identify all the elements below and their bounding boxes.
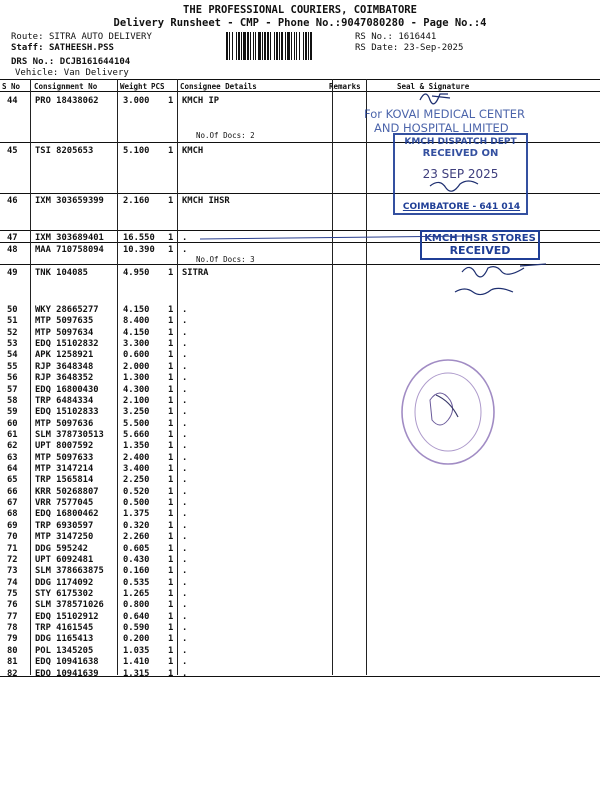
cell-cd: . [182,554,188,565]
cell-pcs: 1 [168,268,174,278]
cell-pcs: 1 [168,475,174,486]
company-name: THE PROFESSIONAL COURIERS, COIMBATORE [183,4,417,16]
runsheet-title: Delivery Runsheet - CMP - Phone No.:9047080280 - Page No.:4 [113,17,487,29]
cell-wt: 1.265 [123,589,150,599]
cell-sno: 58 [7,395,18,406]
cell-wt: 1.375 [123,509,150,520]
stamp-date: 23 SEP 2025 [422,167,499,181]
cell-cn: SLM 378571026 [35,600,104,611]
cell-cd: . [182,611,188,622]
cell-cn: TRP 6930597 [35,520,94,531]
cell-pcs: 1 [168,554,174,565]
cell-wt: 4.150 [123,327,150,338]
vehicle-label: Vehicle: [15,68,59,78]
cell-cd: . [182,600,188,611]
cell-wt: 4.300 [123,384,150,395]
cell-cd: . [182,577,188,588]
cell-cd: . [182,384,188,395]
cell-wt: 3.000 [123,96,150,106]
cell-sno: 62 [7,441,18,452]
cell-pcs: 1 [168,418,174,429]
cell-wt: 1.350 [123,441,150,452]
cell-pcs: 1 [168,146,174,156]
cell-sno: 66 [7,486,18,497]
cell-sno: 49 [7,268,18,278]
cell-pcs: 1 [168,498,174,509]
cell-sno: 67 [7,498,18,509]
cell-sno: 50 [7,305,18,315]
route-label: Route: [11,32,44,42]
stamp-dept: KMCH DISPATCH DEPT [404,137,517,147]
cell-cn: MTP 5097633 [35,452,94,463]
cell-pcs: 1 [168,384,174,395]
cell-cn: POL 1345205 [35,645,94,656]
cell-pcs: 1 [168,196,174,206]
cell-cd: . [182,475,188,486]
cell-wt: 0.430 [123,554,150,565]
cell-cd: . [182,520,188,531]
cell-sno: 76 [7,600,18,611]
staff-label: Staff: [11,43,44,53]
cell-pcs: 1 [168,233,174,243]
cell-cd: . [182,509,188,520]
cell-sno: 80 [7,645,18,656]
cell-wt: 0.600 [123,350,150,361]
col-header-consignment: Consignment No [34,82,98,91]
cell-wt: 8.400 [123,316,150,327]
cell-cn: RJP 3648352 [35,373,94,384]
cell-cd: . [182,418,188,429]
cell-wt: 10.390 [123,245,155,255]
cell-sno: 55 [7,361,18,372]
cell-pcs: 1 [168,245,174,255]
cell-sno: 52 [7,327,18,338]
cell-sno: 79 [7,634,18,645]
col-header-pcs: PCS [151,82,165,91]
stamp-ihsr-stores: KMCH IHSR STORES [424,233,536,244]
cell-sno: 82 [7,668,18,679]
cell-pcs: 1 [168,373,174,384]
cell-cn: DDG 595242 [35,543,88,554]
cell-pcs: 1 [168,339,174,350]
cell-cn: WKY 28665277 [35,305,99,315]
cell-cn: EDQ 16800430 [35,384,99,395]
cell-wt: 1.300 [123,373,150,384]
kovai-stamp-line2: AND HOSPITAL LIMITED [374,121,509,135]
cell-wt: 0.160 [123,566,150,577]
cell-wt: 0.320 [123,520,150,531]
cell-sno: 48 [7,245,18,255]
stamp-received-on: RECEIVED ON [422,148,499,159]
cell-wt: 2.100 [123,395,150,406]
cell-wt: 1.035 [123,645,150,656]
cell-cn: RJP 3648348 [35,361,94,372]
cell-sno: 72 [7,554,18,565]
cell-pcs: 1 [168,532,174,543]
cell-sno: 46 [7,196,18,206]
cell-pcs: 1 [168,623,174,634]
cell-sno: 56 [7,373,18,384]
cell-cd: . [182,316,188,327]
kovai-stamp-line1: For KOVAI MEDICAL CENTER [364,107,526,121]
cell-cd: . [182,373,188,384]
cell-wt: 0.590 [123,623,150,634]
cell-cn: EDQ 15102833 [35,407,99,418]
cell-cn: SLM 378663875 [35,566,104,577]
rs-no-label: RS No.: [355,32,393,42]
cell-pcs: 1 [168,395,174,406]
col-header-sno: S No [2,82,21,91]
cell-pcs: 1 [168,350,174,361]
cell-wt: 0.605 [123,543,150,554]
cell-cn: EDQ 10941639 [35,668,99,679]
cell-wt: 0.520 [123,486,150,497]
cell-wt: 0.535 [123,577,150,588]
cell-cd: . [182,233,188,243]
cell-cn: MTP 3147214 [35,464,94,475]
cell-cd: KMCH [182,146,204,156]
cell-cn: IXM 303689401 [35,233,104,243]
cell-cd: . [182,589,188,599]
cell-sno: 71 [7,543,18,554]
cell-cn: MTP 5097634 [35,327,94,338]
cell-cd: . [182,361,188,372]
cell-cd: . [182,429,188,440]
drs-label: DRS No.: [11,57,55,67]
drs-value: DCJB161644104 [59,57,131,67]
cell-sno: 81 [7,657,18,668]
cell-pcs: 1 [168,464,174,475]
cell-wt: 5.500 [123,418,150,429]
route-value: SITRA AUTO DELIVERY [48,32,152,42]
cell-sno: 47 [7,233,18,243]
cell-cn: TRP 1565814 [35,475,94,486]
cell-sno: 75 [7,589,18,599]
cell-cn: IXM 303659399 [35,196,104,206]
cell-sno: 61 [7,429,18,440]
cell-cn: UPT 8007592 [35,441,94,452]
cell-cd: . [182,498,188,509]
cell-cd: . [182,305,188,315]
cell-cn: MAA 710758094 [35,245,104,255]
stamp-city: COIMBATORE - 641 014 [402,202,521,212]
cell-cd: . [182,464,188,475]
cell-pcs: 1 [168,657,174,668]
cell-cd: . [182,543,188,554]
col-header-remarks: Remarks [329,82,361,91]
rs-date-label: RS Date: [355,43,399,53]
cell-cd: . [182,623,188,634]
cell-cn: PRO 18438062 [35,96,99,106]
cell-cd: . [182,634,188,645]
cell-sno: 57 [7,384,18,395]
cell-sno: 51 [7,316,18,327]
cell-wt: 3.400 [123,464,150,475]
cell-cn: SLM 378730513 [35,429,104,440]
cell-cd: . [182,566,188,577]
cell-sno: 68 [7,509,18,520]
cell-cd: . [182,657,188,668]
cell-pcs: 1 [168,645,174,656]
cell-pcs: 1 [168,452,174,463]
cell-cd: . [182,395,188,406]
cell-cn: KRR 50268807 [35,486,99,497]
cell-pcs: 1 [168,600,174,611]
docs-count: No.Of Docs: 2 [196,131,255,140]
cell-wt: 0.200 [123,634,150,645]
cell-sno: 77 [7,611,18,622]
cell-sno: 45 [7,146,18,156]
cell-cd: KMCH IP [182,96,220,106]
cell-sno: 54 [7,350,18,361]
cell-wt: 5.100 [123,146,150,156]
cell-cd: . [182,350,188,361]
cell-pcs: 1 [168,441,174,452]
vehicle-value: Van Delivery [63,68,129,78]
cell-cn: MTP 5097635 [35,316,94,327]
cell-cn: STY 6175302 [35,589,94,599]
cell-cd: . [182,339,188,350]
cell-pcs: 1 [168,407,174,418]
cell-pcs: 1 [168,566,174,577]
rs-no-value: 1616441 [398,32,437,42]
cell-wt: 2.400 [123,452,150,463]
cell-pcs: 1 [168,611,174,622]
col-header-consignee: Consignee Details [180,82,257,91]
cell-wt: 4.150 [123,305,150,315]
cell-cd: KMCH IHSR [182,196,230,206]
cell-pcs: 1 [168,316,174,327]
cell-sno: 44 [7,96,18,106]
cell-cn: EDQ 16800462 [35,509,99,520]
docs-count: No.Of Docs: 3 [196,255,255,264]
cell-cd: SITRA [182,268,209,278]
cell-wt: 1.315 [123,668,150,679]
cell-cn: UPT 6092481 [35,554,94,565]
cell-cd: . [182,452,188,463]
cell-cn: APK 1258921 [35,350,94,361]
cell-sno: 69 [7,520,18,531]
cell-pcs: 1 [168,577,174,588]
cell-cn: DDG 1174092 [35,577,94,588]
cell-cn: MTP 5097636 [35,418,94,429]
cell-wt: 0.640 [123,611,150,622]
cell-pcs: 1 [168,634,174,645]
col-header-seal: Seal & Signature [397,82,470,91]
cell-pcs: 1 [168,589,174,599]
cell-cn: TSI 8205653 [35,146,94,156]
rs-date-value: 23-Sep-2025 [403,43,464,53]
cell-sno: 65 [7,475,18,486]
cell-pcs: 1 [168,327,174,338]
cell-wt: 3.300 [123,339,150,350]
cell-wt: 0.500 [123,498,150,509]
cell-wt: 2.260 [123,532,150,543]
cell-cn: EDQ 15102832 [35,339,99,350]
cell-cn: VRR 7577045 [35,498,94,509]
cell-pcs: 1 [168,361,174,372]
cell-pcs: 1 [168,96,174,106]
staff-value: SATHEESH.PSS [48,43,114,53]
cell-pcs: 1 [168,429,174,440]
cell-cd: . [182,486,188,497]
cell-cn: TRP 6484334 [35,395,94,406]
cell-cn: MTP 3147250 [35,532,94,543]
cell-wt: 16.550 [123,233,155,243]
cell-sno: 53 [7,339,18,350]
cell-wt: 0.800 [123,600,150,611]
cell-pcs: 1 [168,509,174,520]
cell-pcs: 1 [168,543,174,554]
cell-sno: 63 [7,452,18,463]
cell-cn: TRP 4161545 [35,623,94,634]
cell-cd: . [182,645,188,656]
cell-sno: 73 [7,566,18,577]
cell-wt: 2.250 [123,475,150,486]
cell-cn: TNK 104085 [35,268,88,278]
cell-pcs: 1 [168,486,174,497]
col-header-weight: Weight [120,82,148,91]
cell-sno: 64 [7,464,18,475]
cell-sno: 74 [7,577,18,588]
cell-pcs: 1 [168,520,174,531]
cell-wt: 1.410 [123,657,150,668]
cell-cn: DDG 1165413 [35,634,94,645]
cell-cd: . [182,327,188,338]
cell-pcs: 1 [168,668,174,679]
cell-wt: 5.660 [123,429,150,440]
cell-wt: 2.160 [123,196,150,206]
cell-cd: . [182,532,188,543]
cell-cn: EDQ 10941638 [35,657,99,668]
cell-wt: 3.250 [123,407,150,418]
stamp-received: RECEIVED [449,244,511,257]
cell-cd: . [182,407,188,418]
cell-sno: 60 [7,418,18,429]
cell-wt: 4.950 [123,268,150,278]
cell-sno: 78 [7,623,18,634]
cell-cd: . [182,245,188,255]
cell-cd: . [182,668,188,679]
cell-sno: 70 [7,532,18,543]
cell-cd: . [182,441,188,452]
cell-pcs: 1 [168,305,174,315]
cell-wt: 2.000 [123,361,150,372]
cell-sno: 59 [7,407,18,418]
cell-cn: EDQ 15102912 [35,611,99,622]
